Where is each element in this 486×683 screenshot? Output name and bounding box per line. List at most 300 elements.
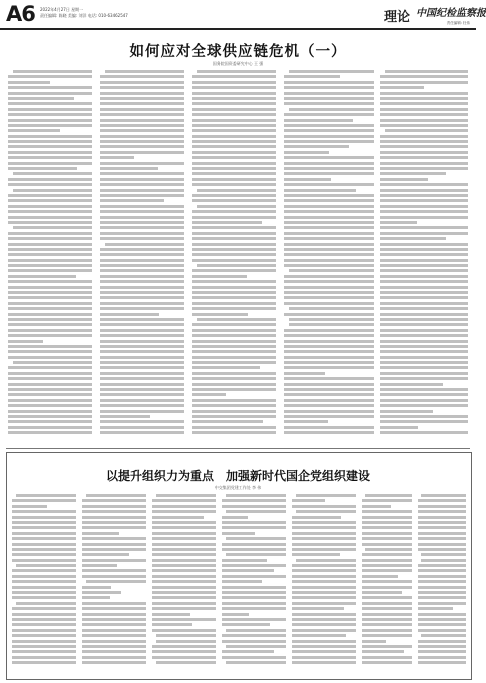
text-line (284, 345, 374, 348)
text-line (100, 167, 158, 170)
text-line (152, 564, 216, 567)
text-line (197, 264, 276, 267)
text-line (192, 167, 276, 170)
text-line (292, 569, 356, 572)
text-line (362, 634, 412, 637)
text-line (222, 526, 286, 529)
text-line (284, 237, 374, 240)
text-line (8, 124, 92, 127)
text-line (82, 591, 121, 594)
text-line (292, 618, 356, 621)
text-line (380, 361, 468, 364)
text-line (380, 237, 446, 240)
text-line (8, 135, 92, 138)
text-line (380, 145, 468, 148)
text-line (192, 248, 276, 251)
text-line (12, 575, 76, 578)
text-line (192, 86, 276, 89)
text-line (12, 580, 76, 583)
text-line (222, 586, 286, 589)
text-line (292, 532, 356, 535)
text-line (222, 499, 286, 502)
text-line (192, 377, 276, 380)
text-line (284, 361, 374, 364)
text-line (8, 323, 92, 326)
text-line (192, 172, 276, 175)
text-line (292, 640, 356, 643)
text-line (284, 151, 329, 154)
article-2-column-6 (362, 494, 412, 672)
text-line (100, 232, 184, 235)
text-line (192, 151, 276, 154)
text-line (100, 420, 184, 423)
text-line (156, 640, 216, 643)
text-line (8, 377, 92, 380)
text-line (292, 537, 356, 540)
text-line (418, 516, 466, 519)
text-line (8, 221, 92, 224)
text-line (380, 97, 468, 100)
text-line (284, 399, 374, 402)
text-line (192, 340, 276, 343)
text-line (284, 102, 374, 105)
text-line (8, 86, 92, 89)
text-line (12, 532, 76, 535)
text-line (380, 345, 468, 348)
text-line (362, 613, 412, 616)
text-line (418, 543, 466, 546)
text-line (16, 494, 76, 497)
text-line (192, 102, 276, 105)
text-line (222, 634, 286, 637)
text-line (192, 280, 276, 283)
text-line (222, 602, 286, 605)
text-line (380, 350, 468, 353)
text-line (284, 243, 374, 246)
text-line (8, 383, 92, 386)
text-line (192, 129, 276, 132)
text-line (284, 366, 374, 369)
text-line (192, 135, 276, 138)
text-line (8, 388, 92, 391)
text-line (380, 140, 468, 143)
text-line (284, 113, 374, 116)
text-line (8, 366, 92, 369)
text-line (380, 194, 468, 197)
text-line (380, 264, 468, 267)
text-line (192, 145, 276, 148)
text-line (100, 302, 184, 305)
text-line (284, 296, 374, 299)
text-line (100, 329, 184, 332)
text-line (13, 226, 92, 229)
text-line (284, 189, 356, 192)
text-line (12, 591, 76, 594)
text-line (100, 183, 184, 186)
text-line (100, 124, 184, 127)
text-line (192, 232, 276, 235)
text-line (12, 569, 76, 572)
text-line (100, 210, 184, 213)
article-1-column-4 (284, 70, 374, 442)
text-line (100, 145, 184, 148)
text-line (82, 553, 129, 556)
text-line (152, 623, 192, 626)
text-line (284, 226, 374, 229)
text-line (82, 602, 146, 605)
article-1-column-1 (8, 70, 92, 442)
text-line (380, 183, 468, 186)
text-line (100, 259, 184, 262)
text-line (222, 613, 249, 616)
text-line (82, 640, 146, 643)
text-line (362, 526, 412, 529)
text-line (82, 537, 146, 540)
text-line (292, 564, 356, 567)
text-line (152, 656, 216, 659)
text-line (192, 356, 276, 359)
article-2-column-1 (12, 494, 76, 672)
text-line (418, 613, 466, 616)
text-line (8, 399, 92, 402)
text-line (152, 629, 216, 632)
text-line (222, 656, 286, 659)
text-line (100, 221, 184, 224)
text-line (222, 618, 286, 621)
text-line (362, 516, 412, 519)
text-line (222, 543, 286, 546)
text-line (362, 591, 402, 594)
text-line (12, 553, 76, 556)
text-line (362, 586, 412, 589)
text-line (8, 350, 92, 353)
text-line (100, 307, 184, 310)
article-2-column-4 (222, 494, 286, 672)
text-line (222, 505, 286, 508)
text-line (192, 275, 247, 278)
text-line (12, 656, 76, 659)
text-line (12, 650, 76, 653)
text-line (380, 296, 468, 299)
text-line (8, 286, 92, 289)
text-line (8, 426, 92, 429)
text-line (284, 221, 374, 224)
text-line (284, 253, 374, 256)
text-line (284, 259, 374, 262)
text-line (8, 145, 92, 148)
text-line (152, 532, 216, 535)
text-line (152, 650, 216, 653)
text-line (152, 505, 216, 508)
text-line (100, 97, 184, 100)
text-line (152, 645, 216, 648)
text-line (380, 108, 468, 111)
text-line (380, 248, 468, 251)
text-line (82, 564, 117, 567)
text-line (152, 553, 216, 556)
text-line (156, 661, 216, 664)
text-line (192, 221, 262, 224)
text-line (13, 70, 92, 73)
text-line (380, 286, 468, 289)
text-line (421, 553, 466, 556)
text-line (222, 569, 274, 572)
article-2-column-7 (418, 494, 466, 672)
text-line (418, 548, 466, 551)
text-line (8, 210, 92, 213)
text-line (292, 586, 356, 589)
text-line (380, 323, 468, 326)
text-line (284, 340, 374, 343)
text-line (100, 372, 184, 375)
text-line (12, 548, 76, 551)
text-line (222, 521, 286, 524)
text-line (8, 259, 92, 262)
page-number: A6 (6, 2, 35, 26)
text-line (284, 286, 374, 289)
text-line (380, 388, 468, 391)
text-line (100, 162, 184, 165)
text-line (292, 591, 356, 594)
text-line (289, 269, 374, 272)
text-line (100, 140, 184, 143)
text-line (380, 329, 468, 332)
text-line (284, 377, 374, 380)
text-line (100, 388, 184, 391)
text-line (152, 591, 216, 594)
text-line (222, 575, 286, 578)
text-line (292, 623, 356, 626)
text-line (12, 596, 76, 599)
text-line (362, 532, 412, 535)
text-line (284, 264, 374, 267)
text-line (380, 178, 428, 181)
text-line (226, 537, 286, 540)
text-line (8, 119, 92, 122)
text-line (380, 216, 468, 219)
text-line (222, 650, 274, 653)
text-line (292, 575, 356, 578)
text-line (192, 393, 226, 396)
text-line (192, 329, 276, 332)
text-line (8, 199, 92, 202)
text-line (292, 613, 356, 616)
text-line (8, 108, 92, 111)
text-line (8, 232, 92, 235)
text-line (100, 383, 184, 386)
text-line (284, 393, 374, 396)
text-line (284, 280, 374, 283)
text-line (192, 92, 276, 95)
text-line (284, 119, 353, 122)
text-line (284, 410, 374, 413)
text-line (100, 248, 184, 251)
text-line (82, 650, 146, 653)
text-line (289, 108, 374, 111)
text-line (418, 510, 466, 513)
text-line (292, 656, 356, 659)
text-line (197, 189, 276, 192)
text-line (380, 302, 468, 305)
text-line (289, 318, 374, 321)
text-line (292, 580, 356, 583)
text-line (105, 70, 184, 73)
text-line (222, 591, 286, 594)
text-line (86, 494, 146, 497)
header-editors: 责任编辑: 陈晓 美编: 刘洋 电话: 010-63462547 (40, 13, 128, 18)
text-line (418, 602, 466, 605)
text-line (12, 629, 76, 632)
text-line (8, 178, 92, 181)
text-line (284, 356, 374, 359)
text-line (8, 420, 92, 423)
text-line (192, 372, 276, 375)
text-line (8, 269, 92, 272)
article-2-title: 以提升组织力为重点 加强新时代国企党组织建设 (105, 469, 370, 483)
text-line (82, 543, 146, 546)
text-line (192, 404, 276, 407)
text-line (192, 334, 276, 337)
text-line (100, 345, 184, 348)
text-line (8, 92, 92, 95)
text-line (362, 553, 412, 556)
text-line (284, 172, 374, 175)
text-line (8, 205, 92, 208)
text-line (8, 216, 92, 219)
text-line (100, 199, 164, 202)
text-line (82, 505, 146, 508)
text-line (152, 602, 216, 605)
text-line (152, 569, 216, 572)
text-line (385, 129, 468, 132)
text-line (100, 393, 184, 396)
text-line (418, 656, 466, 659)
text-line (82, 645, 146, 648)
article-2-column-3 (152, 494, 216, 672)
text-line (100, 216, 184, 219)
text-line (292, 607, 344, 610)
text-line (13, 189, 92, 192)
text-line (100, 226, 184, 229)
text-line (292, 553, 340, 556)
text-line (284, 275, 374, 278)
text-line (8, 291, 92, 294)
text-line (380, 172, 446, 175)
text-line (100, 334, 184, 337)
text-line (100, 377, 184, 380)
text-line (418, 505, 466, 508)
text-line (192, 366, 260, 369)
article-1-column-5 (380, 70, 468, 438)
text-line (8, 140, 92, 143)
article-1-column-3 (192, 70, 276, 442)
text-line (12, 505, 47, 508)
text-line (226, 661, 286, 664)
text-line (380, 393, 468, 396)
text-line (385, 70, 468, 73)
text-line (362, 618, 412, 621)
text-line (192, 140, 276, 143)
text-line (284, 291, 374, 294)
text-line (8, 75, 92, 78)
text-line (192, 269, 276, 272)
text-line (380, 221, 417, 224)
text-line (192, 361, 276, 364)
text-line (362, 564, 412, 567)
text-line (8, 329, 92, 332)
text-line (100, 113, 184, 116)
text-line (362, 602, 412, 605)
text-line (362, 629, 412, 632)
text-line (82, 532, 119, 535)
text-line (8, 243, 92, 246)
text-line (13, 361, 92, 364)
text-line (152, 559, 216, 562)
text-line (380, 399, 468, 402)
text-line (296, 510, 356, 513)
text-line (82, 569, 146, 572)
text-line (152, 618, 216, 621)
text-line (100, 404, 184, 407)
text-line (100, 431, 184, 434)
text-line (222, 623, 270, 626)
text-line (380, 426, 418, 429)
text-line (16, 564, 76, 567)
text-line (192, 410, 276, 413)
text-line (284, 388, 374, 391)
text-line (380, 102, 468, 105)
text-line (152, 575, 216, 578)
text-line (226, 494, 286, 497)
text-line (362, 499, 412, 502)
text-line (8, 280, 92, 283)
text-line (380, 366, 468, 369)
text-line (296, 559, 356, 562)
text-line (380, 356, 468, 359)
text-line (222, 564, 286, 567)
text-line (8, 431, 92, 434)
text-line (152, 607, 216, 610)
text-line (418, 650, 466, 653)
text-line (418, 629, 466, 632)
text-line (82, 623, 146, 626)
newspaper-name: 中国纪检监察报 (416, 8, 486, 19)
text-line (380, 205, 468, 208)
text-line (380, 340, 468, 343)
text-line (100, 194, 184, 197)
text-line (82, 634, 146, 637)
text-line (362, 537, 412, 540)
text-line (12, 499, 76, 502)
text-line (362, 521, 412, 524)
text-line (418, 537, 466, 540)
text-line (418, 521, 466, 524)
text-line (226, 510, 286, 513)
text-line (380, 135, 468, 138)
text-line (365, 548, 412, 551)
text-line (284, 156, 374, 159)
text-line (226, 629, 286, 632)
text-line (192, 183, 276, 186)
text-line (192, 162, 276, 165)
text-line (192, 113, 276, 116)
text-line (380, 81, 468, 84)
text-line (192, 237, 276, 240)
text-line (284, 178, 331, 181)
text-line (226, 645, 286, 648)
text-line (380, 162, 468, 165)
text-line (12, 521, 76, 524)
